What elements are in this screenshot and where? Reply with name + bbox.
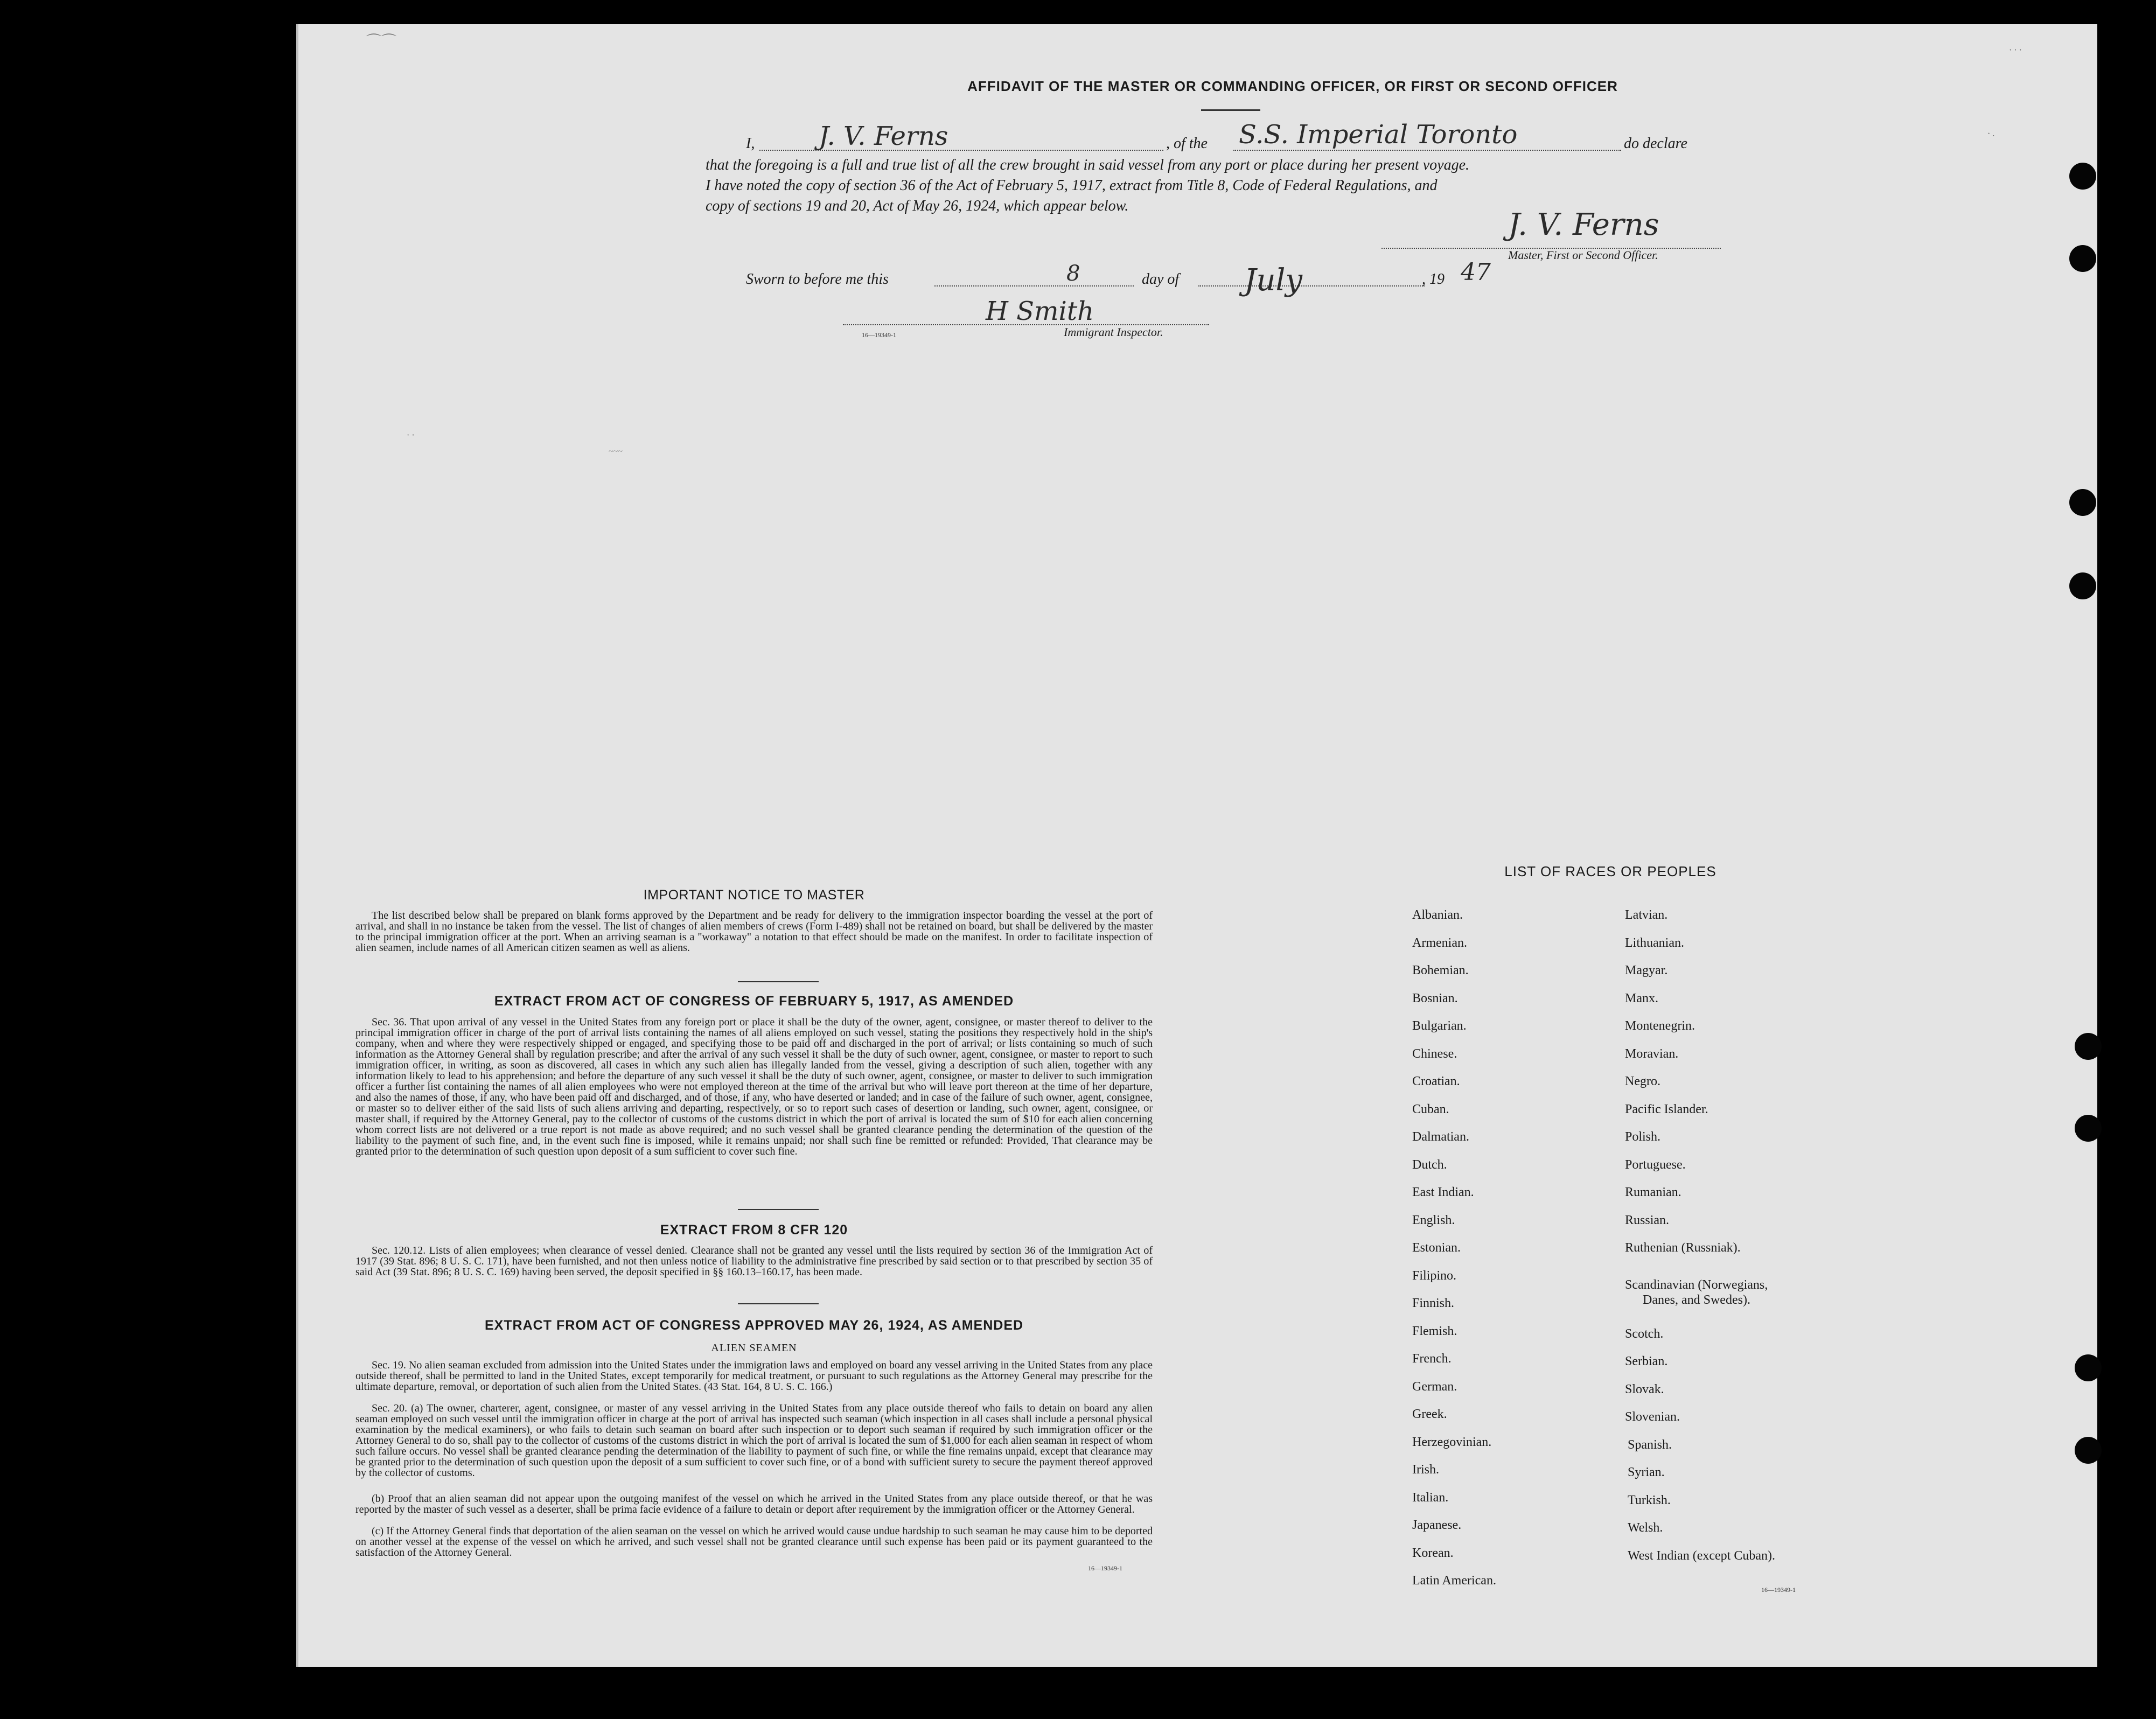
- binder-hole: [2075, 1033, 2102, 1060]
- affidavit-line-3: I have noted the copy of section 36 of the Act of February 5, 1917, extract from Title 8, Code of Federal Regulations, and: [706, 177, 1438, 194]
- race-item: Croatian.: [1412, 1074, 1460, 1088]
- race-item: Scandinavian (Norwegians,: [1625, 1278, 1768, 1292]
- extract-1917-title: EXTRACT FROM ACT OF CONGRESS OF FEBRUARY 5, 1917, AS AMENDED: [494, 994, 1014, 1009]
- day-value: 8: [1066, 261, 1080, 286]
- race-item: Russian.: [1625, 1213, 1670, 1227]
- race-item: Bosnian.: [1412, 991, 1458, 1005]
- race-item: Irish.: [1412, 1463, 1439, 1477]
- binder-hole: [2075, 1354, 2102, 1381]
- race-item: Albanian.: [1412, 908, 1463, 922]
- race-item: Serbian.: [1625, 1354, 1668, 1368]
- vessel-name-line: [1233, 150, 1621, 151]
- sworn-label: Sworn to before me this: [746, 271, 889, 288]
- race-item: Danes, and Swedes).: [1643, 1293, 1750, 1307]
- notice-body: The list described below shall be prepared on blank forms approved by the Department and be ready for delivery to the immigration inspector boarding the vessel at the port of arrival, and shall in no instance be taken from the vessel. The list of changes of alien members of crews (Form I-489) shall not be retained on board, but shall be delivered by the master to the principal immigration officer at the port. When an arriving seaman is a "workaway" a notation to that effect should be made on the manifest. In order to facilitate inspection of alien seamen, include names of all American citizen seamen as well as aliens.: [355, 910, 1153, 954]
- race-item: Finnish.: [1412, 1296, 1455, 1310]
- extract-8cfr-body: Sec. 120.12. Lists of alien employees; when clearance of vessel denied. Clearance shall not be granted any vessel until the lists required by section 36 of the Immigration Act of 1917 (39 Stat. 896; 8 U. S. C. 171), have been furnished, and not then unless notice of liability to the administrative fine prescribed by said section or to that prescribed by section 35 of said Act (39 Stat. 896; 8 U. S. C. 169) having been served, the deposit specified in §§ 160.13–160.17, has been made.: [355, 1245, 1153, 1278]
- races-form-number: 16—19349-1: [1761, 1586, 1796, 1594]
- section-divider: [738, 1209, 819, 1210]
- scan-mark: · · ·: [2009, 46, 2022, 55]
- year-value: 47: [1461, 258, 1491, 286]
- race-item: French.: [1412, 1352, 1452, 1366]
- race-item: Greek.: [1412, 1407, 1447, 1421]
- race-item: Ruthenian (Russniak).: [1625, 1241, 1741, 1255]
- section-divider: [738, 981, 819, 982]
- binder-hole: [2069, 489, 2096, 516]
- race-item: Portuguese.: [1625, 1158, 1686, 1172]
- race-item: Dutch.: [1412, 1158, 1447, 1172]
- scan-mark: · .: [1987, 129, 1995, 138]
- inspector-signature: H Smith: [986, 296, 1094, 326]
- binder-hole: [2069, 245, 2096, 272]
- race-item: Bohemian.: [1412, 963, 1469, 977]
- race-item: Estonian.: [1412, 1241, 1461, 1255]
- race-item: Spanish.: [1628, 1438, 1672, 1452]
- race-item: Dalmatian.: [1412, 1130, 1469, 1144]
- race-item: Slovenian.: [1625, 1410, 1680, 1424]
- race-item: Polish.: [1625, 1130, 1661, 1144]
- affidavit-form-number: 16—19349-1: [862, 331, 896, 339]
- race-item: Latin American.: [1412, 1574, 1496, 1588]
- race-item: Turkish.: [1628, 1493, 1671, 1507]
- race-item: Herzegovinian.: [1412, 1435, 1492, 1449]
- affidavit-title: AFFIDAVIT OF THE MASTER OR COMMANDING OFFICER, OR FIRST OR SECOND OFFICER: [967, 78, 1618, 94]
- race-item: Moravian.: [1625, 1047, 1679, 1061]
- race-item: Chinese.: [1412, 1047, 1457, 1061]
- extract-form-number: 16—19349-1: [1088, 1564, 1122, 1572]
- officer-name: J. V. Ferns: [819, 121, 948, 151]
- race-item: German.: [1412, 1380, 1457, 1394]
- race-item: Negro.: [1625, 1074, 1660, 1088]
- race-item: English.: [1412, 1213, 1455, 1227]
- section-divider: [738, 1303, 819, 1304]
- month-line: [1198, 285, 1425, 286]
- extract-1924-sec20b: (b) Proof that an alien seaman did not appear upon the outgoing manifest of the vessel on which he arrived in the United States from any place outside thereof, or that he was reported by the master of such vessel as a deserter, shall be prima facie evidence of a failure to detain or deport after requirement by the immigration officer or the Attorney General.: [355, 1493, 1153, 1515]
- scan-mark: · ·: [407, 431, 415, 440]
- race-item: Cuban.: [1412, 1102, 1449, 1116]
- extract-8cfr-title: EXTRACT FROM 8 CFR 120: [660, 1222, 848, 1238]
- binder-hole: [2069, 163, 2096, 190]
- binder-hole: [2069, 572, 2096, 599]
- do-declare-label: do declare: [1624, 135, 1687, 152]
- race-item: Montenegrin.: [1625, 1019, 1695, 1033]
- race-item: Bulgarian.: [1412, 1019, 1467, 1033]
- day-line: [934, 285, 1134, 286]
- day-of-label: day of: [1142, 271, 1180, 288]
- race-item: Scotch.: [1625, 1327, 1664, 1341]
- month-value: July: [1244, 263, 1303, 298]
- scan-mark: ~~~: [609, 447, 623, 456]
- race-item: Magyar.: [1625, 963, 1668, 977]
- inspector-caption: Immigrant Inspector.: [1064, 325, 1163, 339]
- race-item: East Indian.: [1412, 1185, 1474, 1199]
- race-item: Lithuanian.: [1625, 936, 1684, 950]
- extract-1924-sec20a: Sec. 20. (a) The owner, charterer, agent, consignee, or master of any vessel arriving in the United States from any place outside thereof who fails to detain on board any alien seaman employed on such vessel until the immigration officer in charge at the port of arrival has inspected such seaman (which inspection in all cases shall include a personal physical examination by the medical examiners), or who fails to detain such seaman on board after such inspection or to deport such seaman if required by such immigration officer or the Attorney General to do so, shall pay to the collector of customs of the customs district in which the port of arrival is located the sum of $1,000 for each alien seaman in respect of whom such failure occurs. No vessel shall be granted clearance pending the determination of the liability to payment of such fine, or while the fine remains unpaid, except that clearance may be granted prior to the determination of such question upon the deposit of a sum sufficient to cover such fine, or of a bond with sufficient surety to secure the payment thereof approved by the collector of customs.: [355, 1402, 1153, 1479]
- affidavit-i-label: I,: [746, 135, 755, 152]
- affidavit-line-2: that the foregoing is a full and true list of all the crew brought in said vessel from any port or place during her present voyage.: [706, 157, 1470, 173]
- scan-mark: ⌒⌒: [366, 33, 397, 50]
- extract-1924-sec19: Sec. 19. No alien seaman excluded from admission into the United States under the immigration laws and employed on board any vessel arriving in the United States from any place outside thereof, shall be permitted to land in the United States, except temporarily for medical treatment, or pursuant to such regulations as the Attorney General may prescribe for the ultimate departure, removal, or deportation of such alien from the United States. (43 Stat. 164, 8 U. S. C. 166.): [355, 1359, 1153, 1393]
- race-item: Manx.: [1625, 991, 1658, 1005]
- binder-hole: [2075, 1115, 2102, 1142]
- race-item: Armenian.: [1412, 936, 1467, 950]
- extract-1924-subtitle: ALIEN SEAMEN: [711, 1342, 797, 1354]
- race-item: Rumanian.: [1625, 1185, 1681, 1199]
- master-signature: J. V. Ferns: [1508, 207, 1659, 242]
- race-item: Welsh.: [1628, 1521, 1663, 1535]
- race-item: Pacific Islander.: [1625, 1102, 1708, 1116]
- race-item: Filipino.: [1412, 1269, 1457, 1283]
- races-title: LIST OF RACES OR PEOPLES: [1504, 863, 1717, 879]
- race-item: Slovak.: [1625, 1382, 1664, 1396]
- race-item: Flemish.: [1412, 1324, 1457, 1338]
- race-item: West Indian (except Cuban).: [1628, 1549, 1775, 1563]
- affidavit-title-rule: [1201, 109, 1260, 111]
- of-the-label: , of the: [1166, 135, 1208, 152]
- binder-hole: [2075, 1437, 2102, 1464]
- race-item: Korean.: [1412, 1546, 1454, 1560]
- notice-title: IMPORTANT NOTICE TO MASTER: [643, 888, 865, 903]
- race-item: Syrian.: [1628, 1465, 1665, 1479]
- race-item: Japanese.: [1412, 1518, 1462, 1532]
- extract-1924-title: EXTRACT FROM ACT OF CONGRESS APPROVED MAY 26, 1924, AS AMENDED: [484, 1318, 1024, 1333]
- affidavit-line-4: copy of sections 19 and 20, Act of May 26, 1924, which appear below.: [706, 198, 1129, 214]
- master-caption: Master, First or Second Officer.: [1508, 248, 1658, 262]
- year-prefix: , 19: [1422, 271, 1445, 288]
- vessel-name: S.S. Imperial Toronto: [1239, 120, 1518, 150]
- extract-1924-sec20c: (c) If the Attorney General finds that deportation of the alien seaman on the vessel on which he arrived would cause undue hardship to such seaman he may cause him to be deported on another vessel at the expense of the vessel on which he arrived, and such vessel shall not be granted clearance until such expense has been paid or its payment guaranteed to the satisfaction of the Attorney General.: [355, 1525, 1153, 1559]
- extract-1917-body: Sec. 36. That upon arrival of any vessel in the United States from any foreign port or place it shall be the duty of the owner, agent, consignee, or master thereof to deliver to the principal immigration officer in charge of the port of arrival lists containing the names of all aliens employed on such vessel, stating the positions they respectively hold in the ship's company, when and where they were respectively shipped or engaged, and specifying those to be paid off and discharged in the port of arrival; or lists containing so much of such information as the Attorney General shall by regulation prescribe; and after the arrival of any such vessel it shall be the duty of such owner, agent, consignee, or master to report to such immigration officer, in writing, as soon as discovered, all cases in which any such alien has illegally landed from the vessel, giving a description of such alien, together with any information likely to lead to his apprehension; and before the departure of any such vessel it shall be the duty of such owner, agent, consignee, or master to deliver to such immigration officer a further list containing the names of all alien employees who were not employed thereon at the time of the arrival but who will leave port thereon at the time of her departure, and also the names of those, if any, who have been paid off and discharged, and of those, if any, who have deserted or landed; and in case of the failure of such owner, agent, consignee, or master so to deliver either of the said lists of such aliens arriving and departing, respectively, or so to report such cases of desertion or landing, such owner, agent, consignee, or master shall, if required by the Attorney General, pay to the collector of customs of the customs district in which the port of arrival is located the sum of $10 for each alien concerning whom correct lists are not delivered or a true report is not made as above required; and no such vessel shall be granted clearance pending the determination of the question of the liability to the payment of such fine, and, in the event such fine is imposed, while it remains unpaid; nor shall such fine be remitted or refunded: Provided, That clearance may be granted prior to the determination of such question upon deposit of a sum sufficient to cover such fine.: [355, 1016, 1153, 1157]
- race-item: Latvian.: [1625, 908, 1668, 922]
- race-item: Italian.: [1412, 1491, 1449, 1505]
